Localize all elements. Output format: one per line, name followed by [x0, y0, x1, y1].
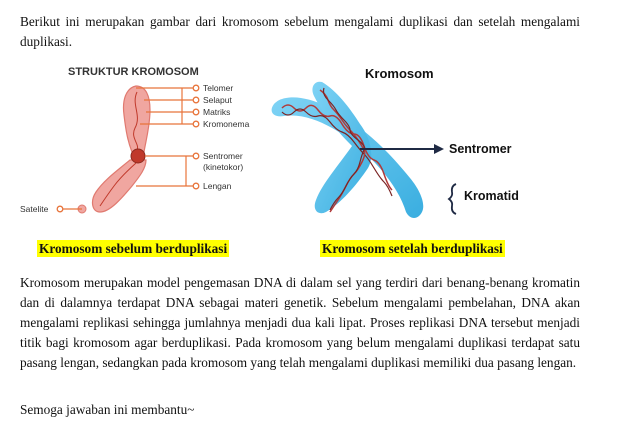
label-kinetokor: (kinetokor)	[203, 162, 244, 172]
centromere-dot	[131, 149, 145, 163]
chromosome-structure-figure	[20, 66, 250, 214]
duplicated-chromosome-figure	[272, 66, 519, 218]
label-matriks: Matriks	[203, 107, 231, 117]
label-kromonema: Kromonema	[203, 119, 250, 129]
chromatid-brace	[449, 184, 456, 214]
label-sentromer: Sentromer	[203, 151, 243, 161]
label-lengan: Lengan	[203, 181, 232, 191]
upper-arm-shape	[124, 86, 151, 152]
label-selaput: Selaput	[203, 95, 232, 105]
caption-after-duplication: Kromosom setelah berduplikasi	[322, 241, 503, 256]
closing-line: Semoga jawaban ini membantu~	[20, 402, 195, 417]
label-satelite: Satelite	[20, 204, 49, 214]
centromere-arrowhead	[434, 144, 444, 154]
label-kromatid: Kromatid	[464, 189, 519, 203]
duplicated-title: Kromosom	[365, 66, 434, 81]
label-right-sentromer: Sentromer	[449, 142, 512, 156]
label-telomer: Telomer	[203, 83, 234, 93]
explanation-paragraph: Kromosom merupakan model pengemasan DNA di dalam sel yang terdiri dari benang-benang kromatin dan di dalamnya terdapat DNA sebagai materi genetik. Sebelum mengalami pembelahan, DNA akan mengalami replikasi sehingga jumlahnya menjadi dua kali lipat. Proses replikasi DNA tersebut menjadi titik bagi kromosom agar berduplikasi. Pada kromosom yang belum mengalami duplikasi terdapat satu pasang lengan, sedangkan pada kromosom yang telah mengalami duplikasi memiliki dua pasang lengan.	[20, 275, 580, 370]
structure-title: STRUKTUR KROMOSOM	[68, 66, 199, 78]
caption-before-duplication: Kromosom sebelum berduplikasi	[39, 241, 228, 256]
intro-paragraph: Berikut ini merupakan gambar dari kromosom sebelum mengalami duplikasi dan setelah mengalami duplikasi.	[20, 14, 580, 49]
